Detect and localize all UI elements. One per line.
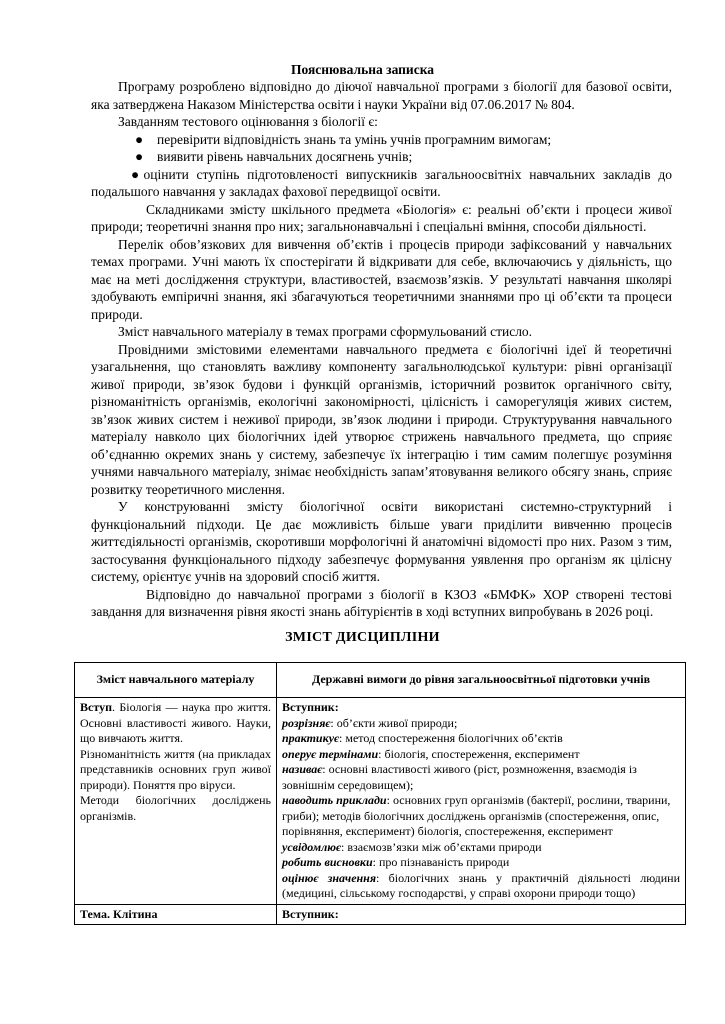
- bullet-icon: ●: [135, 149, 144, 164]
- paragraph-program: Програму розроблено відповідно до діючої навчальної програми з біології для базової освіти, яка затверджена Наказом Міністерства освіти і науки України від 07.06.2017 № 804.: [91, 79, 672, 112]
- requirement-item: оцінює значення: біологічних знань у практичній діяльності людини (медицині, сільському господарстві, у справі охорони природи тощо): [282, 870, 680, 900]
- content-line: Методи біологічних досліджень організмів.: [80, 793, 271, 823]
- paragraph-content: Зміст навчального матеріалу в темах програми сформульований стисло.: [118, 324, 533, 339]
- topic-label: Тема. Клітина: [75, 904, 277, 925]
- bullet-item: [91, 148, 672, 166]
- table-row: [75, 698, 686, 905]
- column-header-requirements: Державні вимоги до рівня загальноосвітньої підготовки учнів: [277, 663, 686, 698]
- requirement-item: практикує: метод спостереження біологічних об’єктів: [282, 731, 563, 745]
- column-header-content: Зміст навчального матеріалу: [75, 663, 277, 698]
- requirement-item: наводить приклади: основних груп організмів (бактерії, рослини, тварини, гриби); методів біологічних досліджень організмів (спостереження, опис, порівняння, експеримент) біологія, спостереження, експеримент: [282, 793, 671, 838]
- paragraph-tasks: Завданням тестового оцінювання з біології є:: [118, 114, 378, 129]
- requirement-item: називає: основні властивості живого (ріст, розмноження, взаємодія із зовнішнім середовищем);: [282, 762, 637, 792]
- table-row: [75, 904, 686, 925]
- table-cell-content: [75, 698, 277, 905]
- page-title: Пояснювальна записка: [290, 62, 435, 77]
- requirement-item: оперує термінами: біологія, спостереження, експеримент: [282, 746, 580, 761]
- paragraph-elements: Провідними змістовими елементами навчального предмета є біологічні ідеї й теоретичні узагальнення, що становлять важливу компоненту загальнолюдської культури: рівні організації живої природи, зв’язок будови і функцій організмів, історичний розвиток органічного світу, різноманітність організмів, екологічні закономірності, цілісність і саморегуляція живих систем, зв’язок живих систем і неживої природи, зв’язок людини і природи. Структурування навчального матеріалу навколо цих біологічних ідей утворює стрижень навчального предмета, що сприяє об’єднанню окремих знань у систему, забезпечує їх інтеграцію і тим самим полегшує розуміння учнями навчального матеріалу, знімає необхідність запам’ятовування великого обсягу знань, сприяє розвитку теоретичного мислення.: [91, 341, 672, 497]
- paragraph-components: Складниками змісту шкільного предмета «Біологія» є: реальні об’єкти і процеси живої природи; теоретичні знання про них; загальнонавчальні і спеціальні вміння, способи діяльності.: [91, 201, 672, 234]
- requirement-item: робить висновки: про пізнаваність природи: [282, 855, 510, 869]
- bullet-item: [91, 131, 672, 149]
- paragraph-tests: Відповідно до навчальної програми з біології в КЗОЗ «БМФК» ХОР створені тестові завдання для визначення рівня якості знань абітурієнтів в ході вступних випробувань в 2026 році.: [91, 586, 672, 619]
- table-header-row: [75, 663, 686, 698]
- requirements-heading: Вступник:: [277, 904, 686, 925]
- paragraph-approaches: У конструюванні змісту біологічної освіти використані системно-структурний і функціональний підходи. Це дає можливість більше уваги приділити вивченню процесів життєдіяльності організмів, скоротивши морфологічні й анатомічні відомості про них. Разом з тим, застосування функціонального підходу забезпечує формування уявлення про організм як цілісну систему, орієнтує учнів на здоровий спосіб життя.: [91, 499, 672, 584]
- intro-label: Вступ: [80, 700, 112, 714]
- content-line: Різноманітність життя (на прикладах представників основних груп живої природи). Поняття про віруси.: [80, 746, 271, 792]
- explanatory-note: [91, 78, 672, 621]
- bullet-item-inline: ●оцінити ступінь підготовленості випускників загальноосвітніх навчальних закладів до подальшого навчання у закладах фахової передвищої освіти.: [91, 166, 672, 199]
- bullet-text: перевірити відповідність знань та умінь учнів програмним вимогам;: [157, 131, 552, 147]
- bullet-icon: ●: [135, 131, 144, 147]
- intro-text: . Біологія — наука про життя. Основні властивості живого. Науки, що вивчають життя.: [80, 700, 271, 745]
- bullet-text: виявити рівень навчальних досягнень учнів;: [157, 149, 413, 164]
- requirement-item: усвідомлює: взаємозв’язки між об’єктами природи: [282, 839, 542, 854]
- paragraph-objects: Перелік обов’язкових для вивчення об’єктів і процесів природи зафіксований у навчальних темах програми. Учні мають їх спостерігати й відкривати для себе, включаючись у діяльність, що має на меті дослідження структури, властивостей, взаємозв’язків. У результаті навчання школярі здобувають емпіричні знання, які збагачуються теоретичними знаннями про ці об’єкти та процеси природи.: [91, 236, 672, 322]
- table-cell-requirements: [277, 698, 686, 905]
- discipline-table: [74, 662, 686, 925]
- section-title: ЗМІСТ ДИСЦИПЛІНИ: [285, 630, 440, 645]
- requirement-item: розрізняє: об’єкти живої природи;: [282, 715, 458, 730]
- requirements-heading: Вступник:: [282, 700, 339, 714]
